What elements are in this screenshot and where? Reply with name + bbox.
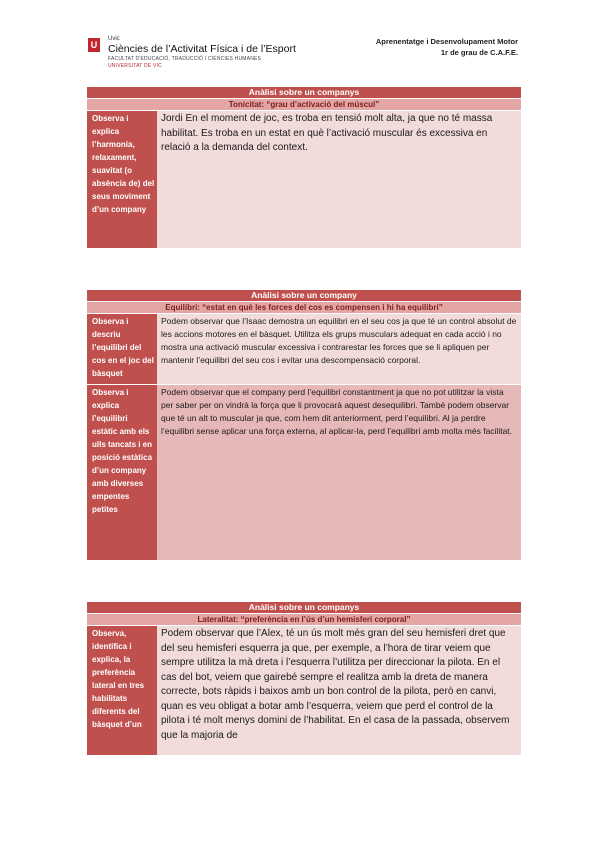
tonicitat-table bbox=[87, 87, 521, 249]
table-row bbox=[87, 626, 521, 756]
section-subtitle: Equilibri: “estat en què les forces del cos es compensen i hi ha equilibri” bbox=[87, 302, 521, 314]
equilibri-table bbox=[87, 290, 521, 561]
course-info bbox=[376, 36, 518, 58]
section-title: Anàlisi sobre un company bbox=[87, 290, 521, 302]
row-text: Podem observar que l’Isaac demostra un equilibri en el seu cos ja que té un control absolut de les accions motores en el bàsquet. Utilitza els grups musculars adequat en cada acció i no mostra una activació muscular excessiva i contrarestar les forces que se li apliquen per mantenir l’equilibri del seu cos i evitar una descompensació corporal. bbox=[157, 314, 521, 384]
university-name: UNIVERSITAT DE VIC bbox=[108, 63, 162, 69]
row-label: Observa i descriu l’equilibri del cos en el joc del bàsquet bbox=[87, 314, 157, 384]
row-text: Jordi En el moment de joc, es troba en tensió molt alta, ja que no té massa habilitat. Es troba en un estat en què l’activació muscular és excessiva en relació a la demanda del context. bbox=[157, 111, 521, 248]
row-text: Podem observar que l’Alex, té un ús molt més gran del seu hemisferi dret que del seu hemisferi esquerra ja que, per exemple, a l’hora de tirar veiem que sempre utilitza la mà dreta i l’esquerra l’utilitza per direccionar la pilota. En el cas del bot, veiem que gairebé sempre el realitza amb la dreta de manera correcte, bots ràpids i baixos amb un bon control de la pilota, però en canvi, quan es veu obligat a botar amb l’esquerra, veiem que perd el control de la pilota i té molt menys domini de l’habilitat. En el casa de la passada, observem que la majoria de bbox=[157, 626, 521, 755]
uvic-logo: U bbox=[88, 38, 100, 52]
row-text: Podem observar que el company perd l’equilibri constantment ja que no pot utilitzar la vista per saber per on vindrà la força que li provocarà aquest desequilibri. També podem observar que té un alt to muscular ja que, com hem dit anteriorment, perd l’equilibri. Al ja perdre l’equilibri sense aplicar una força externa, al aplicar-la, perd l’equilibri amb molta més facilitat. bbox=[157, 385, 521, 560]
section-subtitle: Tonicitat: “grau d’activació del múscul” bbox=[87, 99, 521, 111]
section-title: Anàlisi sobre un companys bbox=[87, 87, 521, 99]
table-row bbox=[87, 111, 521, 249]
row-label: Observa i explica l’harmonia, relaxament, suavitat (o absència de) del seus moviment d’un company bbox=[87, 111, 157, 248]
course-name: Aprenentatge i Desenvolupament Motor bbox=[375, 37, 518, 46]
table-row bbox=[87, 385, 521, 561]
section-subtitle: Lateralitat: “preferència en l’ús d’un hemisferi corporal” bbox=[87, 614, 521, 626]
table-row bbox=[87, 314, 521, 385]
faculty-title: Ciències de l’Activitat Física i de l’Esport bbox=[108, 43, 296, 55]
row-label: Observa i explica l’equilibri estàtic amb els ulls tancats i en posició estàtica d’un company amb diverses empentes petites bbox=[87, 385, 157, 560]
document-header bbox=[88, 36, 518, 76]
course-year: 1r de grau de C.A.F.E. bbox=[440, 48, 518, 57]
row-label: Observa, identifica i explica, la preferència lateral en tres habilitats diferents del bàsquet d’un bbox=[87, 626, 157, 755]
faculty-subtitle: FACULTAT D'EDUCACIÓ, TRADUCCIÓ I CIÈNCIES HUMANES bbox=[108, 56, 262, 62]
university-short-name: Uvic bbox=[108, 36, 120, 42]
lateralitat-table bbox=[87, 602, 521, 756]
section-title: Anàlisi sobre un companys bbox=[87, 602, 521, 614]
